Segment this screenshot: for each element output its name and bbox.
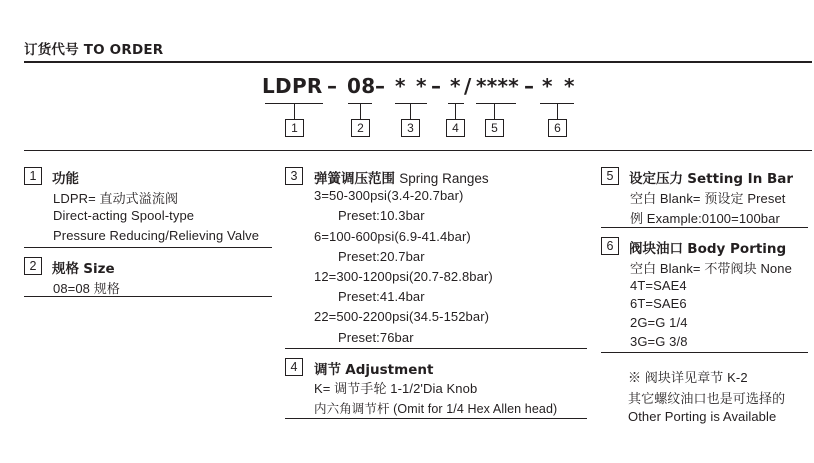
section-2-line: 08=08 规格 xyxy=(53,281,120,296)
adjustment-line: 内六角调节杆 (Omit for 1/4 Hex Allen head) xyxy=(314,402,558,416)
adjustment-line: K= 调节手轮 1-1/2'Dia Knob xyxy=(314,381,478,396)
note-line: Other Porting is Available xyxy=(628,409,777,424)
code-size: 08 xyxy=(347,74,376,98)
section-4-title xyxy=(314,358,433,378)
code-model: LDPR xyxy=(262,74,323,98)
spring-range: 3=50-300psi(3.4-20.7bar) xyxy=(314,188,464,203)
section-6-rule xyxy=(601,352,808,353)
section-5-title xyxy=(629,167,793,187)
connector-3 xyxy=(410,103,411,119)
page-heading: 订货代号 TO ORDER xyxy=(24,42,164,58)
connector-5 xyxy=(494,103,495,119)
section-1-title xyxy=(52,167,79,187)
section-3-title xyxy=(314,167,489,187)
code-star-1: * xyxy=(395,74,406,98)
code-star-5: * xyxy=(542,74,553,98)
section-rule xyxy=(24,150,812,151)
section-1-rule xyxy=(24,247,272,248)
code-dash-1: – xyxy=(327,74,338,98)
setting-line: 空白 Blank= 预设定 Preset xyxy=(630,191,786,206)
spring-preset: Preset:10.3bar xyxy=(338,208,425,223)
section-4-rule xyxy=(285,418,587,419)
spring-preset: Preset:41.4bar xyxy=(338,289,425,304)
spring-range: 12=300-1200psi(20.7-82.8bar) xyxy=(314,269,493,284)
code-dash-4: – xyxy=(524,74,535,98)
section-4-title-cn: 调节 xyxy=(314,362,341,378)
porting-line: 空白 Blank= 不带阀块 None xyxy=(630,261,792,276)
note-line: ※ 阀块详见章节 K-2 xyxy=(628,370,748,385)
code-star-2: * xyxy=(416,74,427,98)
section-5-number: 5 xyxy=(601,167,619,185)
section-5-rule xyxy=(601,227,808,228)
section-3-number: 3 xyxy=(285,167,303,185)
porting-option: 4T=SAE4 xyxy=(630,278,687,293)
section-4-title-en: Adjustment xyxy=(345,362,434,378)
code-box-4: 4 xyxy=(446,119,465,137)
section-1-title-text: 功能 xyxy=(52,171,79,187)
section-3-title-en: Spring Ranges xyxy=(399,171,489,186)
section-6-title-en: Body Porting xyxy=(687,241,787,257)
section-3-rule xyxy=(285,348,587,349)
section-2-title-en: Size xyxy=(83,261,115,277)
porting-option: 6T=SAE6 xyxy=(630,296,687,311)
code-dash-2: – xyxy=(375,74,386,98)
porting-option: 3G=G 3/8 xyxy=(630,334,688,349)
section-6-title-cn: 阀块油口 xyxy=(629,241,683,257)
heading-rule xyxy=(24,61,812,63)
connector-4 xyxy=(455,103,456,119)
section-5-title-en: Setting In Bar xyxy=(687,171,794,187)
section-1-line: Direct-acting Spool-type xyxy=(53,208,195,223)
code-slash: / xyxy=(464,74,472,98)
underline-4 xyxy=(448,103,464,104)
underline-3 xyxy=(395,103,427,104)
connector-6 xyxy=(557,103,558,119)
section-1-number: 1 xyxy=(24,167,42,185)
note-line: 其它螺纹油口也是可选择的 xyxy=(628,391,786,406)
code-star-6: * xyxy=(564,74,575,98)
section-5-title-cn: 设定压力 xyxy=(629,171,683,187)
setting-line: 例 Example:0100=100bar xyxy=(630,211,780,226)
code-stars-4: **** xyxy=(476,74,520,98)
spring-range: 6=100-600psi(6.9-41.4bar) xyxy=(314,229,471,244)
underline-5 xyxy=(476,103,516,104)
section-2-number: 2 xyxy=(24,257,42,275)
section-2-title-cn: 规格 xyxy=(52,261,79,277)
code-box-3: 3 xyxy=(401,119,420,137)
section-1-line: LDPR= 直动式溢流阀 xyxy=(53,191,179,206)
section-3-title-cn: 弹簧调压范围 xyxy=(314,171,395,187)
code-star-3: * xyxy=(450,74,461,98)
code-box-5: 5 xyxy=(485,119,504,137)
connector-1 xyxy=(294,103,295,119)
section-2-rule xyxy=(24,296,272,297)
porting-option: 2G=G 1/4 xyxy=(630,315,688,330)
section-4-number: 4 xyxy=(285,358,303,376)
connector-2 xyxy=(360,103,361,119)
section-1-line: Pressure Reducing/Relieving Valve xyxy=(53,228,260,243)
code-dash-3: – xyxy=(431,74,442,98)
code-box-2: 2 xyxy=(351,119,370,137)
spring-preset: Preset:20.7bar xyxy=(338,249,425,264)
code-box-6: 6 xyxy=(548,119,567,137)
section-2-title xyxy=(52,257,115,277)
spring-range: 22=500-2200psi(34.5-152bar) xyxy=(314,309,490,324)
spring-preset: Preset:76bar xyxy=(338,330,414,345)
code-box-1: 1 xyxy=(285,119,304,137)
section-6-number: 6 xyxy=(601,237,619,255)
section-6-title xyxy=(629,237,786,257)
